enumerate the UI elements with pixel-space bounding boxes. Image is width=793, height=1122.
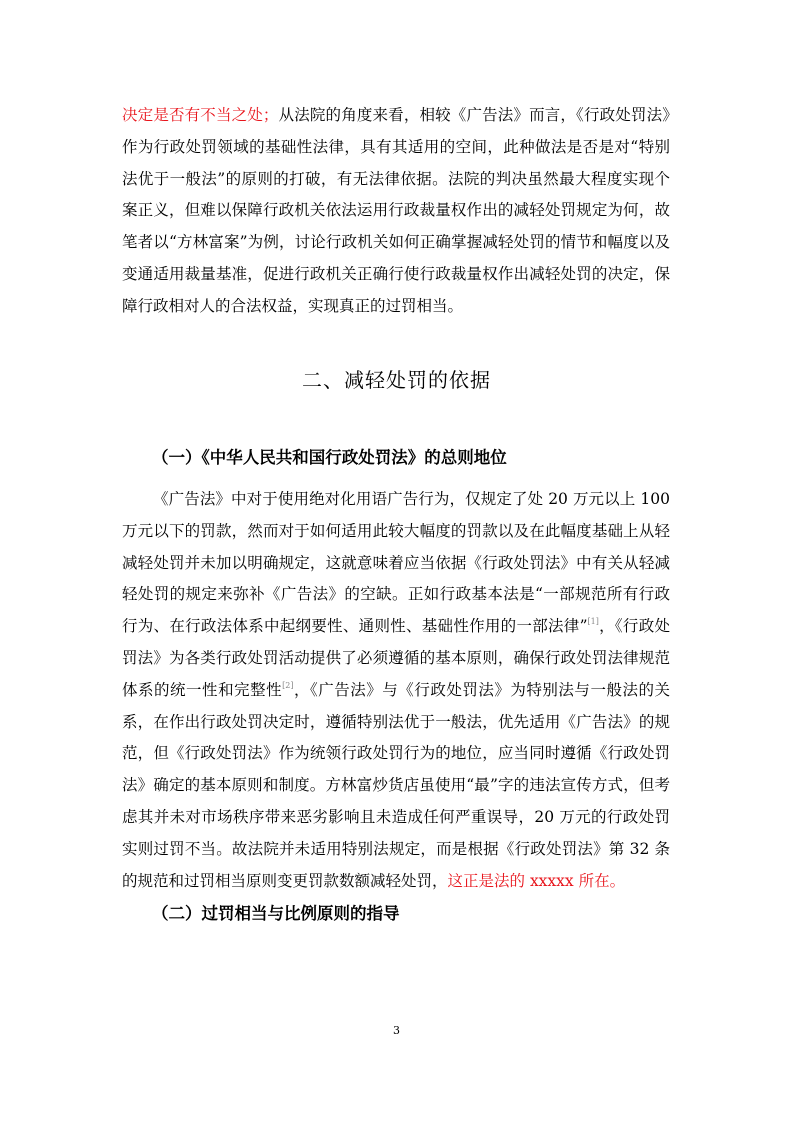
highlighted-tail-text: 这正是法的 xxxxx 所在。 bbox=[447, 871, 626, 890]
paragraph-body-text: 从法院的角度来看，相较《广告法》而言，《行政处罚法》作为行政处罚领域的基础性法律，具有其适用的空间，此种做法是否是对“特别法优于一般法”的原则的打破，有无法律依据。法院的判决虽然最大程度实现个案正义，但难以保障行政机关依法运用行政裁量权作出的减轻处罚规定为何，故笔者以“方林富案”为例，讨论行政机关如何正确掌握减轻处罚的情节和幅度以及变通适用裁量基准，促进行政机关正确行使行政裁量权作出减轻处罚的决定，保障行政相对人的合法权益，实现真正的过罚相当。 bbox=[122, 106, 670, 315]
page-number: 3 bbox=[393, 1024, 400, 1037]
subheading-proportionality: （二）过罚相当与比例原则的指导 bbox=[152, 904, 400, 923]
subheading-general-principles: （一）《中华人民共和国行政处罚法》的总则地位 bbox=[152, 448, 507, 467]
section-heading: 二、减轻处罚的依据 bbox=[302, 368, 491, 392]
footnote-ref-1[interactable]: [1] bbox=[587, 617, 599, 627]
paragraph-court-perspective bbox=[122, 100, 670, 323]
paragraph-text-part3: ，《广告法》与《行政处罚法》为特别法与一般法的关系，在作出行政处罚决定时，遵循特别法优于一般法，优先适用《广告法》的规范，但《行政处罚法》作为统领行政处罚行为的地位，应当同时遵循《行政处罚法》确定的基本原则和制度。方林富炒货店虽使用“最”字的违法宣传方式，但考虑其并未对市场秩序带来恶劣影响且未造成任何严重误导，20 万元的行政处罚实则过罚不当。故法院并未适用特别法规定，而是根据《行政处罚法》第 32 条的规范和过罚相当原则变更罚款数额减轻处罚， bbox=[122, 680, 670, 890]
paragraph-text-part2: ，《行政处罚法》为各类行政处罚活动提供了必须遵循的基本原则，确保行政处罚法律规范体系的统一性和完整性 bbox=[122, 617, 670, 699]
paragraph-text-part1: 《广告法》中对于使用绝对化用语广告行为，仅规定了处 20 万元以上 100 万元以下的罚款，然而对于如何适用此较大幅度的罚款以及在此幅度基础上从轻减轻处罚并未加以明确规定，这就意味着应当依据《行政处罚法》中有关从轻减轻处罚的规定来弥补《广告法》的空缺。正如行政基本法是“一部规范所有行政行为、在行政法体系中起纲要性、通则性、基础性作用的一部法律” bbox=[122, 490, 670, 636]
highlighted-lead-text: 决定是否有不当之处； bbox=[122, 106, 279, 124]
paragraph-general-principles bbox=[122, 484, 670, 897]
footnote-ref-2[interactable]: [2] bbox=[282, 680, 294, 690]
